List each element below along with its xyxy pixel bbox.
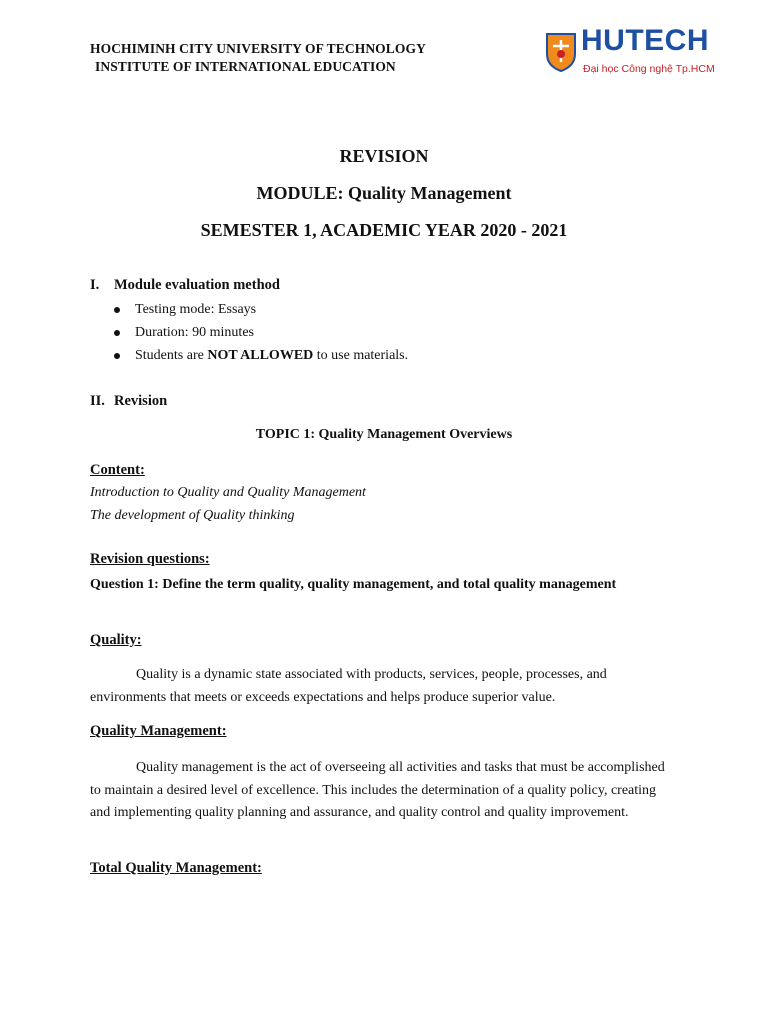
university-header <box>90 40 426 76</box>
quality-paragraph: Quality is a dynamic state associated with products, services, people, processes, and environments that meets or exceeds expectations and helps produce superior value. <box>90 667 607 705</box>
content-item: Introduction to Quality and Quality Management <box>90 485 366 500</box>
tqm-heading: Total Quality Management: <box>90 860 262 876</box>
content-item: The development of Quality thinking <box>90 508 295 523</box>
quality-management-heading: Quality Management: <box>90 723 227 739</box>
hutech-logo <box>545 24 715 84</box>
list-item-text: to use materials. <box>313 348 409 363</box>
doc-title: REVISION <box>339 146 429 166</box>
bullet-icon <box>114 353 120 359</box>
bullet-icon <box>114 330 120 336</box>
section-title: Revision <box>114 393 168 409</box>
section-number: I. <box>90 277 100 293</box>
logo-tagline: Đại học Công nghệ Tp.HCM <box>583 63 715 75</box>
list-item-text: Duration: 90 minutes <box>135 325 254 340</box>
topic-title: TOPIC 1: Quality Management Overviews <box>255 427 513 442</box>
university-name: HOCHIMINH CITY UNIVERSITY OF TECHNOLOGY <box>90 41 426 56</box>
list-item <box>110 323 408 346</box>
institute-name: INSTITUTE OF INTERNATIONAL EDUCATION <box>95 59 396 74</box>
shield-icon <box>545 32 577 72</box>
evaluation-list <box>110 300 408 369</box>
revision-questions-heading: Revision questions: <box>90 551 210 567</box>
quality-management-paragraph: Quality management is the act of overseeing all activities and tasks that must be accomplished to maintain a desired level of excellence. This includes the determination of a quality policy, creating and implementing quality planning and assurance, and quality control and quality improvement. <box>90 760 665 820</box>
section-number: II. <box>90 393 105 409</box>
semester-title: SEMESTER 1, ACADEMIC YEAR 2020 - 2021 <box>200 220 568 240</box>
logo-brand-text: HUTECH <box>581 24 709 57</box>
list-item-text: Testing mode: Essays <box>135 302 257 317</box>
section-title: Module evaluation method <box>114 277 280 293</box>
content-heading: Content: <box>90 462 145 478</box>
question-1: Question 1: Define the term quality, quality management, and total quality management <box>90 577 617 592</box>
list-item <box>110 346 408 369</box>
list-item-text: Students are <box>135 348 208 363</box>
quality-heading: Quality: <box>90 632 142 648</box>
section-heading-evaluation <box>90 277 280 294</box>
list-item <box>110 300 408 323</box>
emphasis-text: NOT ALLOWED <box>207 348 314 363</box>
section-heading-revision <box>90 393 167 410</box>
bullet-icon <box>114 307 120 313</box>
module-title: MODULE: Quality Management <box>256 183 512 203</box>
